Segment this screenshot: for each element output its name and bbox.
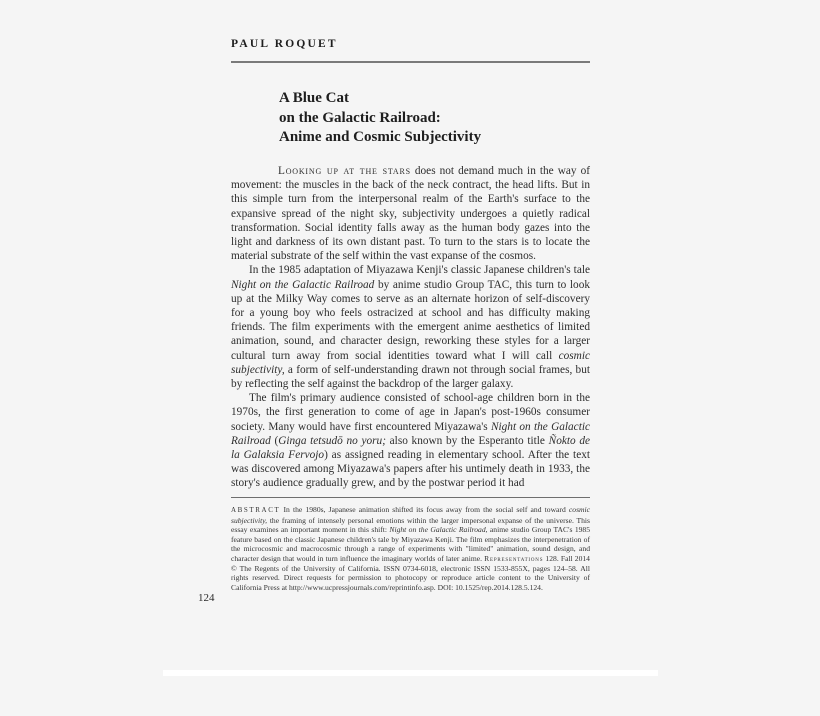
- japanese-title-italic: Ginga tetsudō no yoru;: [278, 434, 386, 447]
- abstract-label: ABSTRACT: [231, 506, 281, 514]
- article-title: [279, 89, 481, 148]
- abstract-block: [231, 505, 590, 592]
- body-paragraph-1: [231, 164, 590, 263]
- page-number: 124: [198, 592, 215, 604]
- paragraph-text: by anime studio Group TAC, this turn to look up at the Milky Way comes to serve as an alternate horizon of self-discovery for a young boy who feels ostracized at school and has difficulty making friends. The film experiments with the emergent anime aesthetics of limited animation, sound, and character design, reworking these styles for a larger cultural turn away from social identities toward what I will call: [231, 278, 590, 362]
- film-title-italic: Night on the Galactic Railroad,: [389, 525, 488, 535]
- paragraph-text: also known by the Esperanto title: [385, 434, 549, 447]
- bottom-bar: [163, 670, 658, 676]
- term-italic: cosmic subjectivity,: [231, 505, 590, 525]
- abstract-text: In the 1980s, Japanese animation shifted its focus away from the social self and toward: [280, 505, 569, 514]
- body-paragraph-2: [231, 263, 590, 391]
- opening-smallcaps: Looking up at the stars: [278, 165, 411, 177]
- abstract-rule-divider: [231, 497, 590, 498]
- paragraph-text: does not demand much in the way of movement: the muscles in the back of the neck contract, the head lifts. But in this simple turn from the interpersonal realm of the Earth's surface to the expansive spread of the night sky, subjectivity undergoes a quietly radical transformation. Social identity falls away as the human body gazes into the light and darkness of its own distant past. To turn to the stars is to locate the material substrate of the self within the vast expanse of the cosmos.: [231, 165, 590, 263]
- term-italic: cosmic subjectivity,: [231, 349, 590, 376]
- paragraph-text: a form of self-understanding drawn not through social frames, but by reflecting the self against the backdrop of the larger galaxy.: [231, 363, 590, 391]
- running-head-author: PAUL ROQUET: [231, 38, 338, 50]
- paragraph-text: In the 1985 adaptation of Miyazawa Kenji's classic Japanese children's tale: [249, 264, 590, 277]
- journal-name: Representations: [484, 553, 544, 563]
- abstract-text: the framing of intensely personal emotions within the larger impersonal expanse of the universe. This essay examines an important moment in this shift:: [231, 515, 590, 535]
- title-line-1: A Blue Cat: [279, 90, 350, 106]
- esperanto-title-italic: Ñokto de la Galaksia Fervojo: [231, 434, 591, 462]
- film-title-italic: Night on the Galactic Railroad: [231, 278, 375, 291]
- abstract-text: anime studio Group TAC's 1985 feature based on the classic Japanese children's tale by Miyazawa Kenji. The film emphasizes the interpenetration of the microcosmic and macrocosmic through a range of experiments with "limited" animation, sound design, and character design that would in turn influence the imaginary worlds of later anime.: [231, 525, 591, 563]
- article-body: [231, 164, 590, 491]
- film-title-italic: Night on the Galactic Railroad: [231, 420, 590, 447]
- body-paragraph-3: [231, 391, 590, 490]
- title-line-2: on the Galactic Railroad:: [279, 109, 441, 126]
- paragraph-text: ) as assigned reading in elementary school. After the text was discovered among Miyazawa's papers after his untimely death in 1933, the story's audience gradually grew, and by the postwar period it had: [231, 449, 590, 490]
- header-rule-divider: [231, 61, 590, 63]
- paragraph-text: (: [270, 434, 279, 447]
- abstract-text: 128. Fall 2014 © The Regents of the University of California. ISSN 0734-6018, electronic ISSN 1533-855X, pages 124–58. All rights reserved. Direct requests for permission to photocopy or reproduce article content to the University of California Press at http://www.ucpressjournals.com/reprintinfo.asp. DOI: 10.1525/rep.2014.128.5.124.: [231, 553, 590, 592]
- title-line-3: Anime and Cosmic Subjectivity: [279, 129, 482, 145]
- paragraph-text: The film's primary audience consisted of school-age children born in the 1970s, the first generation to come of age in Japan's post-1960s consumer society. Many would have first encountered Miyazawa's: [231, 392, 590, 433]
